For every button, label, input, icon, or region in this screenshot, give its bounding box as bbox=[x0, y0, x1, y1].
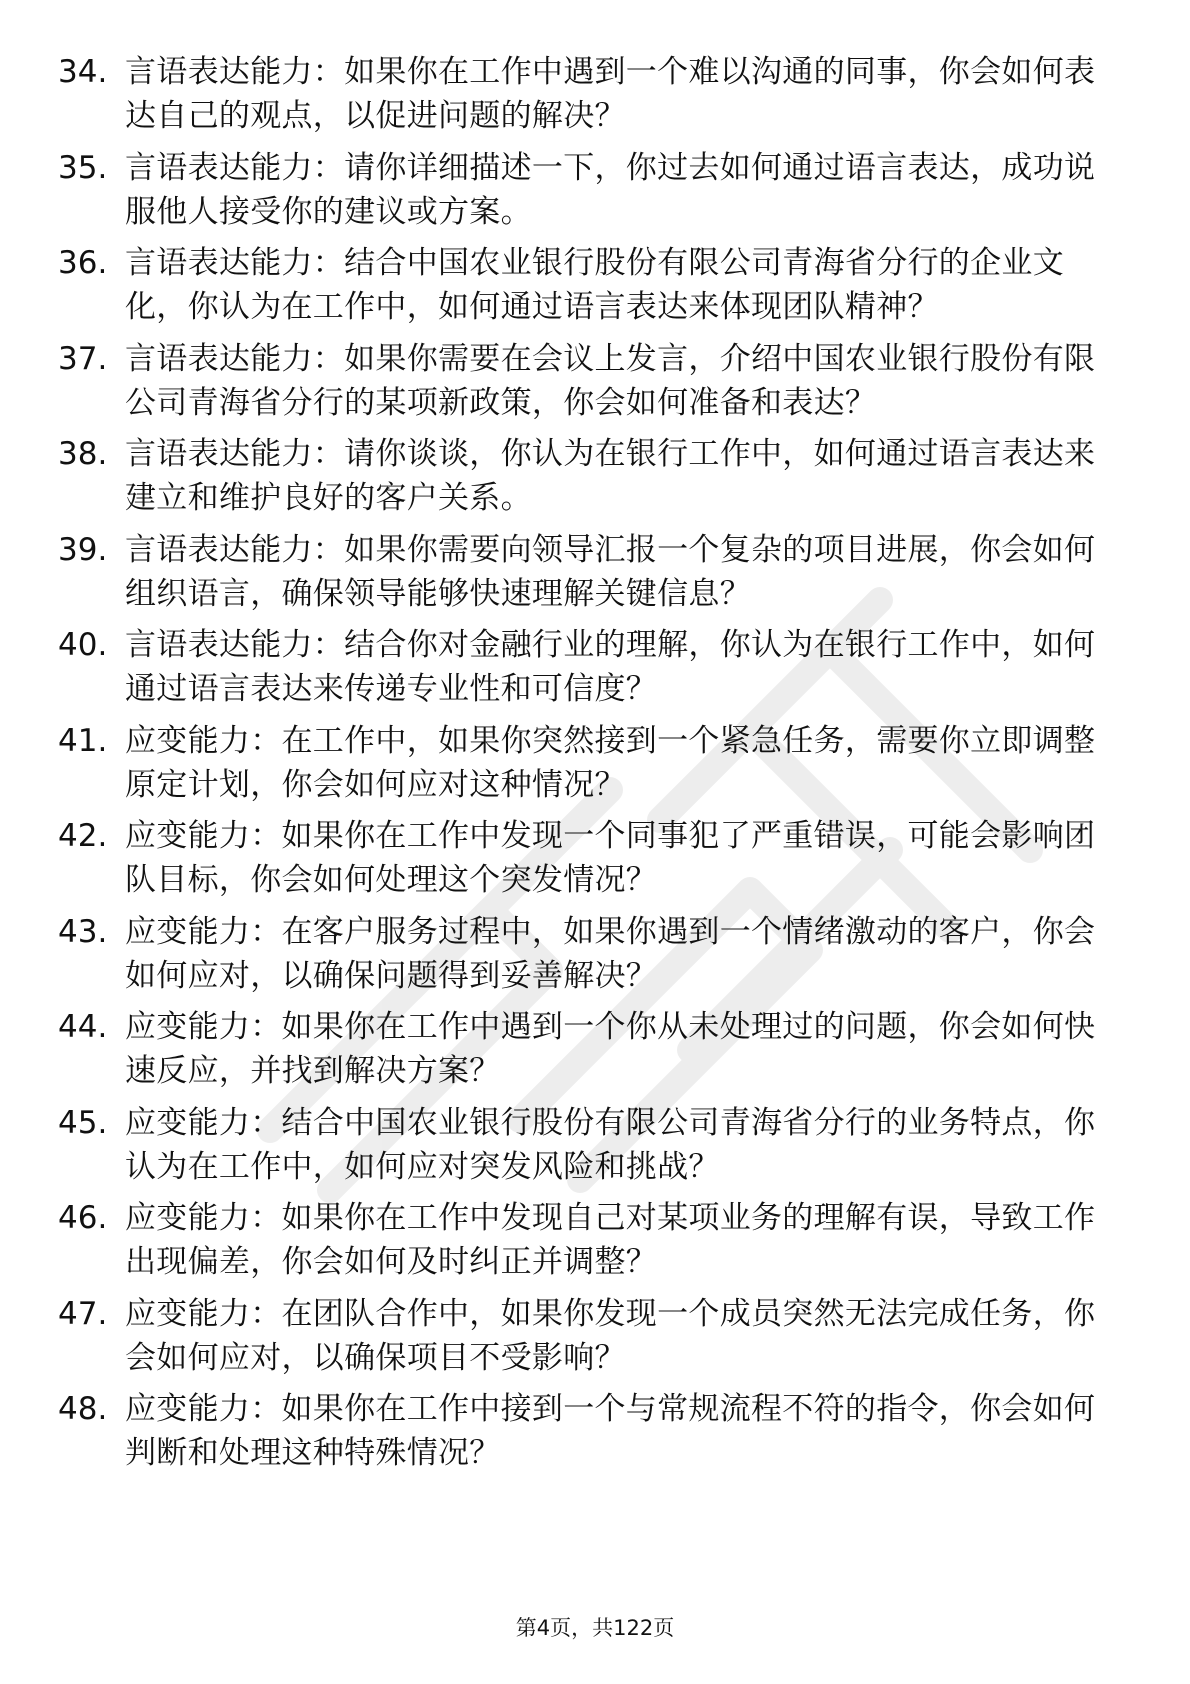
question-text: 应变能力：在工作中，如果你突然接到一个紧急任务，需要你立即调整原定计划，你会如何应对这种情况？ bbox=[125, 722, 1096, 803]
list-item bbox=[0, 1101, 1190, 1197]
question-number: 46. bbox=[58, 1200, 108, 1236]
question-number: 47. bbox=[58, 1295, 108, 1332]
question-number: 36. bbox=[58, 245, 108, 281]
question-text: 应变能力：在团队合作中，如果你发现一个成员突然无法完成任务，你会如何应对，以确保项目不受影响？ bbox=[125, 1295, 1096, 1376]
list-item bbox=[0, 146, 1190, 242]
question-text: 应变能力：在客户服务过程中，如果你遇到一个情绪激动的客户，你会如何应对，以确保问题得到妥善解决？ bbox=[125, 913, 1096, 994]
question-number: 37. bbox=[58, 340, 108, 377]
question-text: 言语表达能力：如果你在工作中遇到一个难以沟通的同事，你会如何表达自己的观点，以促进问题的解决？ bbox=[125, 54, 1096, 134]
question-text: 言语表达能力：结合你对金融行业的理解，你认为在银行工作中，如何通过语言表达来传递专业性和可信度？ bbox=[125, 627, 1096, 707]
list-item bbox=[0, 1196, 1190, 1292]
question-number: 42. bbox=[58, 818, 108, 854]
list-item bbox=[0, 910, 1190, 1006]
list-item bbox=[0, 814, 1190, 910]
question-list bbox=[0, 50, 1190, 1483]
question-text: 言语表达能力：如果你需要向领导汇报一个复杂的项目进展，你会如何组织语言，确保领导能够快速理解关键信息？ bbox=[125, 531, 1096, 612]
question-text: 言语表达能力：请你详细描述一下，你过去如何通过语言表达，成功说服他人接受你的建议或方案。 bbox=[125, 149, 1096, 230]
list-item bbox=[0, 50, 1190, 146]
list-item bbox=[0, 241, 1190, 337]
question-text: 应变能力：如果你在工作中发现一个同事犯了严重错误，可能会影响团队目标，你会如何处理这个突发情况？ bbox=[125, 818, 1096, 898]
question-text: 应变能力：如果你在工作中遇到一个你从未处理过的问题，你会如何快速反应，并找到解决方案？ bbox=[125, 1009, 1096, 1089]
question-text: 应变能力：如果你在工作中接到一个与常规流程不符的指令，你会如何判断和处理这种特殊情况？ bbox=[125, 1391, 1096, 1471]
list-item bbox=[0, 337, 1190, 433]
question-number: 38. bbox=[58, 436, 108, 472]
question-number: 48. bbox=[58, 1391, 108, 1427]
list-item bbox=[0, 1292, 1190, 1388]
question-number: 44. bbox=[58, 1009, 108, 1045]
question-text: 言语表达能力：如果你需要在会议上发言，介绍中国农业银行股份有限公司青海省分行的某项新政策，你会如何准备和表达？ bbox=[125, 340, 1096, 421]
list-item bbox=[0, 432, 1190, 528]
page-footer: 第4页，共122页 bbox=[515, 1616, 675, 1640]
list-item bbox=[0, 719, 1190, 815]
question-text: 应变能力：如果你在工作中发现自己对某项业务的理解有误，导致工作出现偏差，你会如何及时纠正并调整？ bbox=[125, 1200, 1096, 1280]
list-item bbox=[0, 1387, 1190, 1483]
list-item bbox=[0, 623, 1190, 719]
question-number: 39. bbox=[58, 531, 108, 568]
list-item bbox=[0, 1005, 1190, 1101]
question-number: 40. bbox=[58, 627, 108, 663]
question-text: 言语表达能力：结合中国农业银行股份有限公司青海省分行的企业文化，你认为在工作中，如何通过语言表达来体现团队精神？ bbox=[125, 245, 1064, 325]
question-number: 45. bbox=[58, 1104, 108, 1141]
list-item bbox=[0, 528, 1190, 624]
question-number: 35. bbox=[58, 149, 108, 186]
question-number: 41. bbox=[58, 722, 108, 759]
question-number: 43. bbox=[58, 913, 108, 950]
question-number: 34. bbox=[58, 54, 108, 90]
question-text: 言语表达能力：请你谈谈，你认为在银行工作中，如何通过语言表达来建立和维护良好的客户关系。 bbox=[125, 436, 1096, 516]
question-text: 应变能力：结合中国农业银行股份有限公司青海省分行的业务特点，你认为在工作中，如何应对突发风险和挑战？ bbox=[125, 1104, 1096, 1185]
